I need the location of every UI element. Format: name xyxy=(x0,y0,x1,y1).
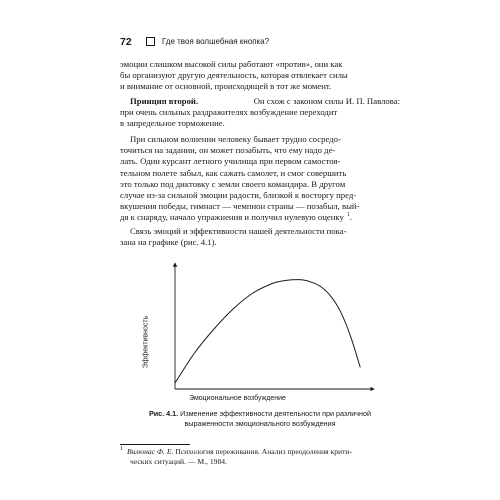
caption-text-2: выраженности эмоционального возбуждения xyxy=(184,418,336,428)
text-line: бы организуют другую деятельность, которая отвлекает силы xyxy=(120,70,348,81)
text-line: Принцип второй. Он схож с законом силы И. П. Павлова: xyxy=(130,96,400,106)
footnote-author: Вилюнас Ф. Е. xyxy=(127,447,174,456)
text-line: при очень сильных раздражителях возбуждение переходит xyxy=(120,107,338,118)
paragraph-3 xyxy=(120,134,400,224)
chart-svg xyxy=(150,262,375,397)
text-line: Связь эмоций и эффективности нашей деятельности пока- xyxy=(130,226,347,236)
footnote xyxy=(120,447,400,467)
page-number: 72 xyxy=(120,36,132,48)
y-axis-label: Эффективность xyxy=(142,315,150,369)
x-axis-label: Эмоциональное возбуждение xyxy=(189,395,286,402)
text-line: эмоции слишком высокой силы работают «против», они как xyxy=(120,59,343,69)
text-line: тельном полете забыл, как сажать самолет, и смог совершить xyxy=(120,167,347,178)
paragraph-4 xyxy=(120,226,400,248)
principle-label: Принцип второй. xyxy=(130,96,199,106)
text-line: дя к снаряду, начало упражнения и получил нулевую оценку $^1$. xyxy=(120,212,353,223)
caption-label: Рис. 4.1. xyxy=(148,409,179,418)
footnote-text-2: ческих ситуаций. — М., 1984. xyxy=(130,457,227,466)
running-header xyxy=(120,36,400,50)
footnote-text: Психология переживания. Анализ преодоления крити- xyxy=(175,447,352,456)
text-line: и внимание от основной, происходящей в тот же момент. xyxy=(120,81,332,92)
running-title: Где твоя волшебная кнопка? xyxy=(162,37,270,46)
text-line: это только под диктовку с земли своего командира. В другом xyxy=(120,178,346,189)
footnote-mark: 1 xyxy=(120,446,123,453)
caption-text: Изменение эффективности деятельности при различной xyxy=(180,409,372,418)
header-square-icon xyxy=(146,37,155,46)
figure-4-1-chart xyxy=(142,262,375,417)
efficiency-curve xyxy=(175,280,360,383)
paragraph-2 xyxy=(120,96,400,130)
footnote-divider xyxy=(120,444,190,445)
text-line: точиться на задании, он может позабыть, что ему надо де- xyxy=(120,145,336,156)
footnote-ref[interactable]: 1 xyxy=(346,212,350,219)
paragraph-1 xyxy=(120,59,400,93)
text-line: случае из-за сильной эмоции радости, близкой к восторгу пред- xyxy=(120,189,357,200)
text-line: зана на графике (рис. 4.1). xyxy=(120,237,217,248)
text-line: вкушения победы, гимнаст — чемпион страны — позабыл, вый- xyxy=(120,201,360,212)
text-line: в запредельное торможение. xyxy=(120,118,225,129)
text-line: При сильном волнении человеку бывает трудно сосредо- xyxy=(130,134,341,144)
text-line: лать. Один курсант летного училища при первом самостоя- xyxy=(120,156,341,167)
figure-caption xyxy=(126,409,394,428)
